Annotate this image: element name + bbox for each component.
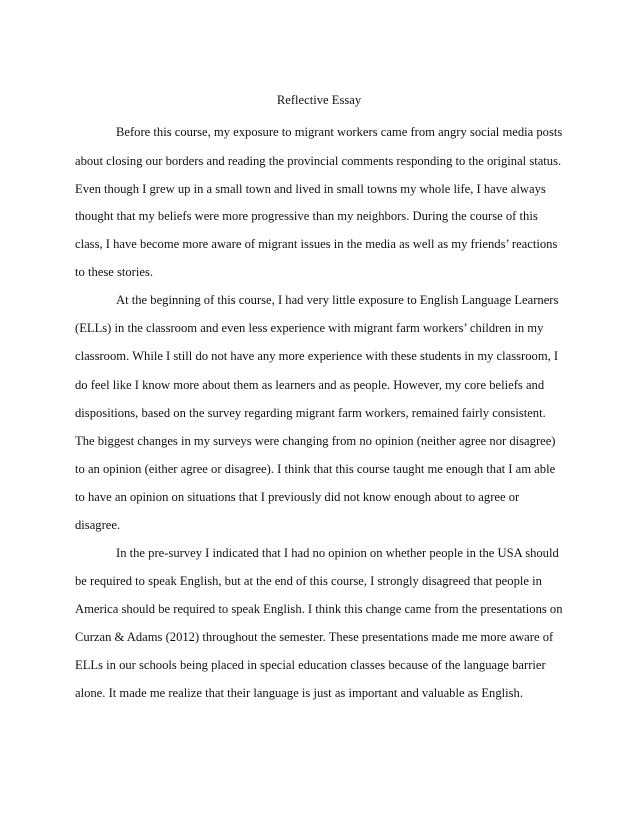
paragraph-2-line-8: to have an opinion on situations that I previously did not know enough about to agree or	[75, 490, 520, 504]
paragraph-3-line-6: alone. It made me realize that their language is just as important and valuable as English.	[75, 686, 523, 700]
paragraph-2-line-5: dispositions, based on the survey regarding migrant farm workers, remained fairly consistent.	[75, 406, 546, 420]
paragraph-1-line-1: Before this course, my exposure to migrant workers came from angry social media posts	[116, 125, 563, 139]
paragraph-1-line-6: to these stories.	[75, 265, 153, 279]
essay-title: Reflective Essay	[276, 93, 362, 107]
paragraph-1-line-4: thought that my beliefs were more progressive than my neighbors. During the course of this	[75, 209, 538, 223]
paragraph-2-line-2: (ELLs) in the classroom and even less experience with migrant farm workers’ children in my	[75, 321, 544, 335]
paragraph-3-line-3: America should be required to speak English. I think this change came from the presentations on	[75, 602, 563, 616]
paragraph-1-line-3: Even though I grew up in a small town and lived in small towns my whole life, I have always	[75, 182, 546, 196]
paragraph-3-line-5: ELLs in our schools being placed in special education classes because of the language barrier	[75, 658, 546, 672]
paragraph-3-line-1: In the pre-survey I indicated that I had no opinion on whether people in the USA should	[116, 546, 559, 560]
paragraph-2-line-3: classroom. While I still do not have any more experience with these students in my classroom, I	[75, 349, 559, 363]
paragraph-2-line-1: At the beginning of this course, I had very little exposure to English Language Learners	[116, 293, 559, 307]
paragraph-3-line-2: be required to speak English, but at the end of this course, I strongly disagreed that people in	[75, 574, 542, 588]
paragraph-2-line-6: The biggest changes in my surveys were changing from no opinion (neither agree nor disagree)	[75, 434, 556, 448]
paragraph-2-line-7: to an opinion (either agree or disagree). I think that this course taught me enough that I am able	[75, 462, 556, 476]
paragraph-2-line-9: disagree.	[75, 518, 121, 532]
paragraph-1-line-5: class, I have become more aware of migrant issues in the media as well as my friends’ reactions	[75, 237, 558, 251]
paragraph-2-line-4: do feel like I know more about them as learners and as people. However, my core beliefs and	[75, 378, 545, 392]
paragraph-3-line-4: Curzan & Adams (2012) throughout the semester. These presentations made me more aware of	[75, 630, 554, 644]
paragraph-1-line-2: about closing our borders and reading the provincial comments responding to the original status.	[75, 154, 562, 168]
